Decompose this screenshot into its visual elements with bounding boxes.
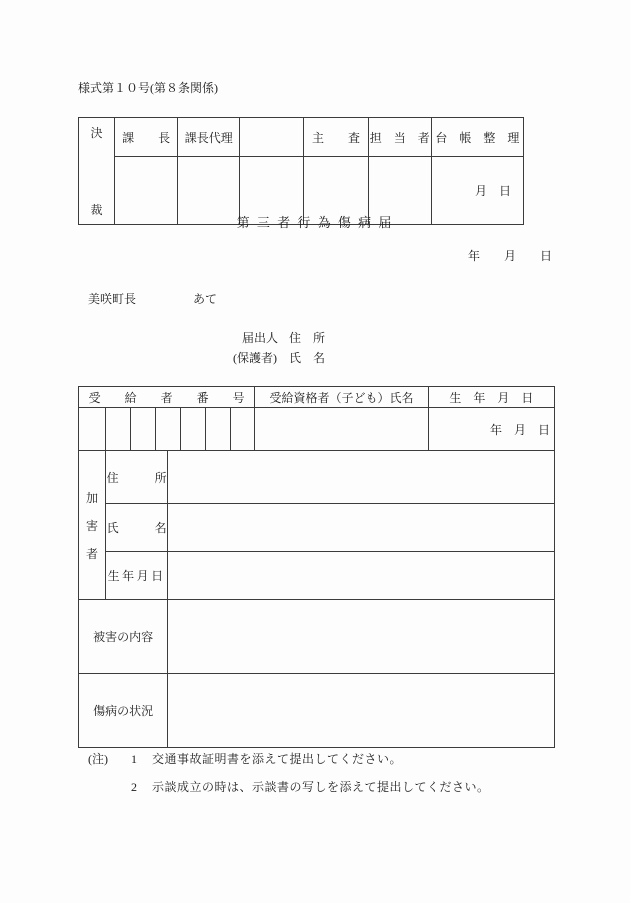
perpetrator-char-2: 害 bbox=[86, 518, 99, 533]
recipient-number-digit-cell bbox=[156, 408, 181, 451]
note-prefix: (注) bbox=[88, 752, 108, 766]
approval-ledger-date-cell: 月 日 bbox=[431, 157, 523, 225]
approval-cell-deputy-chief bbox=[178, 157, 240, 225]
perpetrator-dob-label: 生年月日 bbox=[106, 552, 168, 600]
addressee-name: 美咲町長 bbox=[88, 292, 137, 306]
document-title: 第 三 者 行 為 傷 病 届 bbox=[236, 215, 394, 230]
perpetrator-name-cell bbox=[168, 504, 555, 552]
recipient-number-digit-cell bbox=[206, 408, 231, 451]
recipient-number-digit-cell bbox=[79, 408, 106, 451]
approval-col-deputy-chief: 課長代理 bbox=[178, 118, 240, 157]
recipient-number-digit-cell bbox=[131, 408, 156, 451]
applicant-guardian-label: (保護者) bbox=[233, 351, 277, 365]
injury-status-cell bbox=[168, 674, 555, 748]
recipient-value-row bbox=[79, 408, 555, 451]
injury-status-label: 傷病の状況 bbox=[79, 674, 168, 748]
applicant-name-label: 氏 名 bbox=[289, 351, 326, 365]
injury-status-row bbox=[79, 674, 555, 748]
recipient-name-cell bbox=[255, 408, 428, 451]
approval-stamp-bottom: 裁 bbox=[90, 203, 103, 217]
approval-stamp-label-inner bbox=[79, 118, 114, 224]
applicant-reporter-label: 届出人 bbox=[242, 331, 279, 345]
recipient-number-header: 受 給 者 番 号 bbox=[79, 387, 255, 408]
approval-cell-section-chief bbox=[115, 157, 178, 225]
approval-col-section-chief: 課 長 bbox=[115, 118, 178, 157]
perpetrator-address-row bbox=[79, 451, 555, 504]
addressee-suffix: あて bbox=[193, 292, 218, 306]
perpetrator-address-label: 住 所 bbox=[106, 451, 168, 504]
approval-header-row bbox=[79, 118, 524, 157]
damage-content-cell bbox=[168, 600, 555, 674]
note-item-1-text: 交通事故証明書を添えて提出してください。 bbox=[152, 752, 403, 766]
recipient-number-digit-cell bbox=[231, 408, 255, 451]
approval-col-blank bbox=[240, 118, 304, 157]
damage-content-label: 被害の内容 bbox=[79, 600, 168, 674]
dob-value-cell: 年 月 日 bbox=[428, 408, 554, 451]
recipient-name-header: 受給資格者（子ども）氏名 bbox=[255, 387, 428, 408]
approval-stamp-top: 決 bbox=[90, 126, 103, 140]
date-line: 年 月 日 bbox=[467, 249, 552, 263]
perpetrator-address-cell bbox=[168, 451, 555, 504]
perpetrator-name-label: 氏 名 bbox=[106, 504, 168, 552]
approval-col-staff: 担 当 者 bbox=[368, 118, 431, 157]
perpetrator-dob-cell bbox=[168, 552, 555, 600]
note-item-2-text: 示談成立の時は、示談書の写しを添えて提出してください。 bbox=[152, 780, 490, 794]
damage-content-row bbox=[79, 600, 555, 674]
recipient-number-digit-cell bbox=[106, 408, 131, 451]
recipient-header-row bbox=[79, 387, 555, 408]
approval-col-ledger: 台 帳 整 理 bbox=[431, 118, 523, 157]
perpetrator-char-1: 加 bbox=[86, 490, 99, 505]
approval-stamp-label bbox=[79, 118, 115, 225]
approval-col-chief-examiner: 主 査 bbox=[304, 118, 368, 157]
perpetrator-char-3: 者 bbox=[86, 546, 99, 561]
dob-header: 生 年 月 日 bbox=[428, 387, 554, 408]
note-item-1-number: 1 bbox=[131, 752, 137, 766]
applicant-address-label: 住 所 bbox=[289, 331, 326, 345]
perpetrator-dob-row bbox=[79, 552, 555, 600]
perpetrator-vertical-label bbox=[79, 451, 106, 600]
perpetrator-vertical-label-inner bbox=[79, 451, 105, 599]
form-number: 様式第１０号(第８条関係) bbox=[78, 81, 218, 95]
approval-table bbox=[78, 117, 524, 225]
perpetrator-name-row bbox=[79, 504, 555, 552]
recipient-number-digit-cell bbox=[181, 408, 206, 451]
recipient-table bbox=[78, 386, 555, 748]
note-item-2-number: 2 bbox=[131, 780, 137, 794]
